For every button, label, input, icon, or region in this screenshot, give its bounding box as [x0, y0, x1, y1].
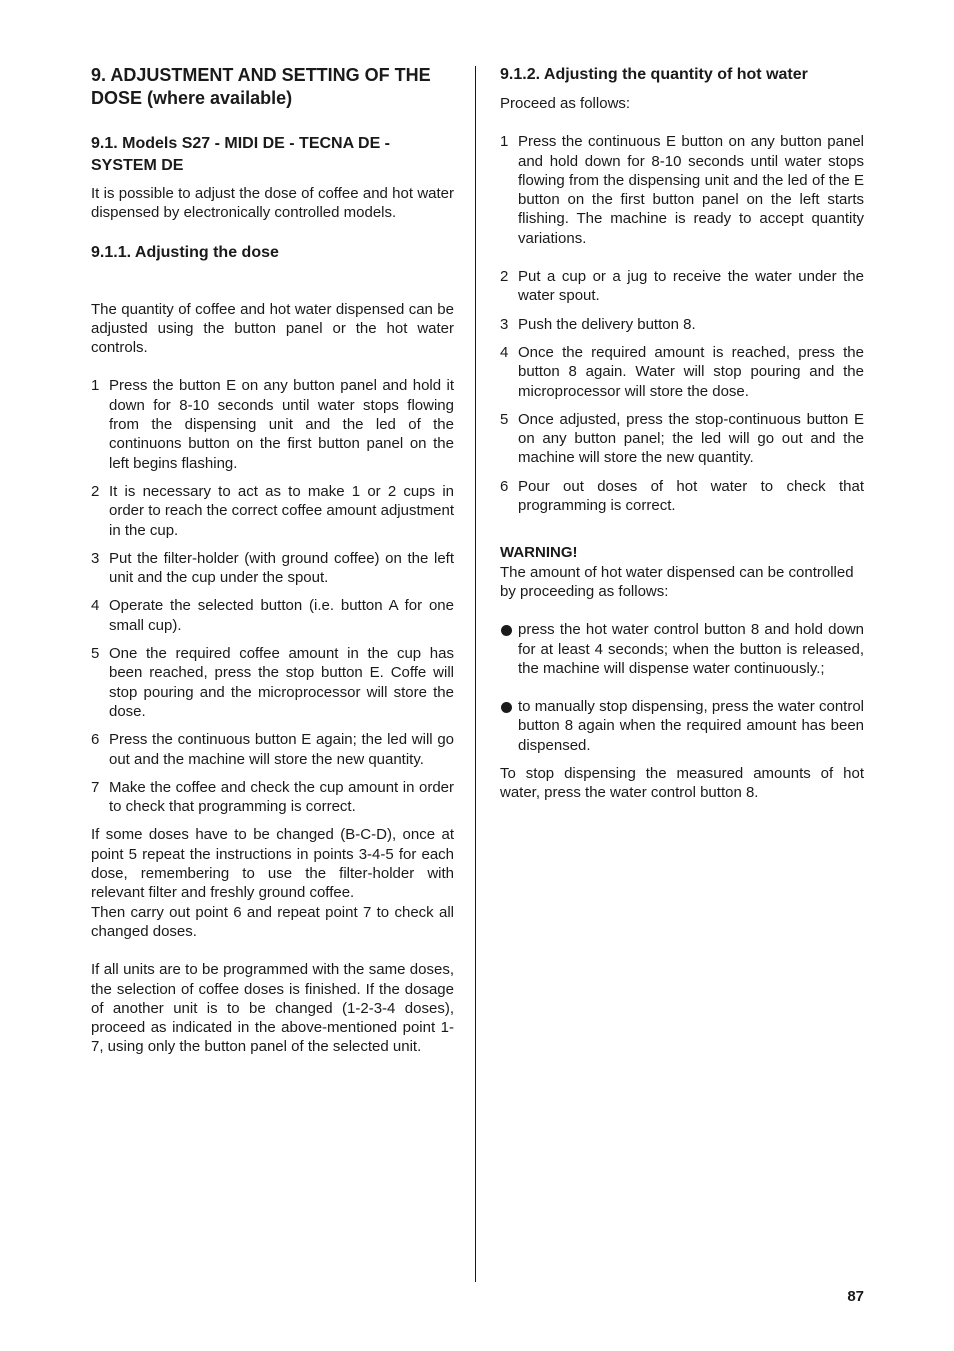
- list-item: 4 Once the required amount is reached, press the button 8 again. Water will stop pouring and the microprocessor will store the dose.: [500, 343, 864, 400]
- subsubsection-title-hot-water: 9.1.2. Adjusting the quantity of hot water: [500, 66, 808, 83]
- list-item: 1 Press the button E on any button panel and hold it down for 8-10 seconds until water stops flowing from the dispensing unit and the led of the continuons button on the first button panel on the left begins flashing.: [91, 377, 454, 472]
- all-units-paragraph: If all units are to be programmed with the same doses, the selection of coffee doses is finished. If the dosage of another unit is to be changed (1-2-3-4 doses), proceed as indicated in the above-mentioned point 1-7, using only the button panel of the selected unit.: [91, 961, 454, 1056]
- subsection-title: 9.1. Models S27 - MIDI DE - TECNA DE - SYSTEM DE: [91, 135, 391, 174]
- dose-steps-list: [91, 376, 454, 816]
- list-item: 1 Press the continuous E button on any button panel and hold down for 8-10 seconds until water stops flowing from the dispensing unit and the led of the E button on the first button panel on the left starts flishing. The machine is ready to accept quantity variations.: [500, 133, 864, 247]
- hot-water-steps-list: [500, 132, 864, 515]
- list-item: to manually stop dispensing, press the water control button 8 again when the required amount has been dispensed.: [500, 697, 864, 755]
- list-item: 6 Press the continuous button E again; the led will go out and the machine will store the new quantity.: [91, 731, 454, 768]
- section-title: 9. ADJUSTMENT AND SETTING OF THE DOSE (where available): [91, 65, 431, 108]
- page-number: 87: [847, 1288, 864, 1305]
- left-column: [91, 64, 454, 1057]
- list-item: 3 Push the delivery button 8.: [500, 315, 696, 333]
- intro-paragraph: It is possible to adjust the dose of coffee and hot water dispensed by electronically controlled models.: [91, 185, 454, 222]
- list-item: press the hot water control button 8 and hold down for at least 4 seconds; when the button is released, the machine will dispense water continuously.;: [500, 620, 864, 678]
- closing-paragraph: To stop dispensing the measured amounts of hot water, press the water control button 8.: [500, 765, 864, 802]
- warning-label: WARNING!: [500, 544, 578, 562]
- column-divider: [475, 66, 476, 1282]
- list-item: 7 Make the coffee and check the cup amount in order to check that programming is correct.: [91, 778, 454, 816]
- list-item: 2 It is necessary to act as to make 1 or 2 cups in order to reach the correct coffee amount adjustment in the cup.: [91, 482, 454, 539]
- change-doses-paragraph: If some doses have to be changed (B-C-D), once at point 5 repeat the instructions in points 3-4-5 for each dose, remembering to use the filter-holder with relevant filter and freshly ground coffee.: [91, 826, 454, 902]
- list-item: 3 Put the filter-holder (with ground coffee) on the left unit and the cup under the spout.: [91, 549, 454, 587]
- list-item: 5 Once adjusted, press the stop-continuous button E on any button panel; the led will go out and the machine will store the new quantity.: [500, 410, 864, 467]
- warning-bullets: [500, 620, 864, 755]
- right-column: [500, 64, 864, 803]
- list-item: 2 Put a cup or a jug to receive the water under the water spout.: [500, 268, 864, 305]
- warning-text: The amount of hot water dispensed can be controlled by proceeding as follows:: [500, 563, 854, 600]
- bullet-icon: [501, 702, 512, 713]
- list-item: 6 Pour out doses of hot water to check that programming is correct.: [500, 477, 864, 515]
- proceed-paragraph: Proceed as follows:: [500, 95, 631, 112]
- list-item: 5 One the required coffee amount in the cup has been reached, press the stop button E. Coffe will stop pouring and the microprocessor will store the dose.: [91, 645, 454, 720]
- dose-intro-paragraph: The quantity of coffee and hot water dispensed can be adjusted using the button panel or the hot water controls.: [91, 300, 454, 357]
- then-paragraph: Then carry out point 6 and repeat point 7 to check all changed doses.: [91, 903, 454, 940]
- bullet-icon: [501, 625, 512, 636]
- list-item: 4 Operate the selected button (i.e. button A for one small cup).: [91, 597, 454, 634]
- subsubsection-title-dose: 9.1.1. Adjusting the dose: [91, 243, 279, 261]
